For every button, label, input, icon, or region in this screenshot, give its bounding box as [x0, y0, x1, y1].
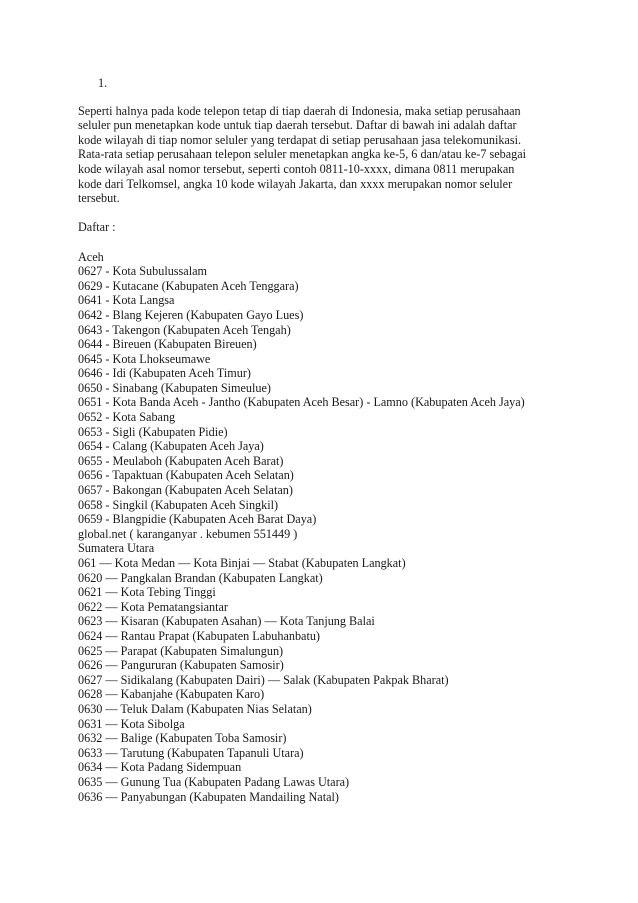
list-item: 0657 - Bakongan (Kabupaten Aceh Selatan): [78, 483, 293, 498]
list-item: 0659 - Blangpidie (Kabupaten Aceh Barat Daya): [78, 512, 317, 527]
list-item: 0652 - Kota Sabang: [78, 410, 176, 425]
intro-line: Rata-rata setiap perusahaan telepon seluler menetapkan angka ke-5, 6 dan/atau ke-7 sebagai: [78, 147, 527, 162]
list-item: 0634 — Kota Padang Sidempuan: [78, 760, 242, 775]
list-number: 1.: [98, 76, 108, 90]
list-item: 0644 - Bireuen (Kabupaten Bireuen): [78, 337, 257, 352]
daftar-label: Daftar :: [78, 220, 116, 235]
intro-line: Seperti halnya pada kode telepon tetap di tiap daerah di Indonesia, maka setiap perusahaan: [78, 103, 521, 118]
list-item: 0630 — Teluk Dalam (Kabupaten Nias Selatan): [78, 701, 312, 716]
list-item: 0625 — Parapat (Kabupaten Simalungun): [78, 643, 284, 658]
list-item: 0627 - Kota Subulussalam: [78, 264, 207, 279]
list-item: 0653 - Sigli (Kabupaten Pidie): [78, 424, 228, 439]
intro-line: kode dari Telkomsel, angka 10 kode wilayah Jakarta, dan xxxx merupakan nomor seluler: [78, 176, 513, 191]
spacer: [78, 206, 578, 221]
list-item: 0628 — Kabanjahe (Kabupaten Karo): [78, 687, 265, 702]
list-item: 0636 — Panyabungan (Kabupaten Mandailing Natal): [78, 789, 339, 804]
list-item: 0646 - Idi (Kabupaten Aceh Timur): [78, 366, 251, 381]
list-item: 0643 - Takengon (Kabupaten Aceh Tengah): [78, 322, 291, 337]
intro-line: seluler pun menetapkan kode untuk tiap daerah tersebut. Daftar di bawah ini adalah daftar: [78, 118, 517, 133]
list-item: 0650 - Sinabang (Kabupaten Simeulue): [78, 380, 271, 395]
intro-line: kode wilayah asal nomor tersebut, seperti contoh 0811-10-xxxx, dimana 0811 merupakan: [78, 161, 515, 176]
list-item: 0621 — Kota Tebing Tinggi: [78, 585, 216, 600]
spacer: [78, 235, 578, 250]
list-item: 0631 — Kota Sibolga: [78, 716, 185, 731]
list-item: 0620 — Pangkalan Brandan (Kabupaten Langkat): [78, 570, 323, 585]
document-page: [78, 76, 578, 804]
area-code-list: [78, 250, 578, 805]
list-item: 0623 — Kisaran (Kabupaten Asahan) — Kota Tanjung Balai: [78, 614, 375, 629]
list-item: 0635 — Gunung Tua (Kabupaten Padang Lawas Utara): [78, 774, 350, 789]
list-item: 0641 - Kota Langsa: [78, 293, 175, 308]
intro-line: kode wilayah di tiap nomor seluler yang terdapat di setiap perusahaan jasa telekomunikasi.: [78, 132, 522, 147]
list-item: Aceh: [78, 249, 104, 264]
list-item: 0624 — Rantau Prapat (Kabupaten Labuhanbatu): [78, 628, 320, 643]
list-item: 0654 - Calang (Kabupaten Aceh Jaya): [78, 439, 264, 454]
list-item: 061 — Kota Medan — Kota Binjai — Stabat (Kabupaten Langkat): [78, 556, 406, 570]
list-item: 0655 - Meulaboh (Kabupaten Aceh Barat): [78, 453, 284, 468]
list-item: 0658 - Singkil (Kabupaten Aceh Singkil): [78, 497, 279, 512]
list-item: 0627 — Sidikalang (Kabupaten Dairi) — Salak (Kabupaten Pakpak Bharat): [78, 672, 449, 687]
list-item: 0633 — Tarutung (Kabupaten Tapanuli Utara): [78, 745, 304, 760]
list-item: 0642 - Blang Kejeren (Kabupaten Gayo Lues): [78, 307, 304, 322]
list-item: 0651 - Kota Banda Aceh - Jantho (Kabupaten Aceh Besar) - Lamno (Kabupaten Aceh Jaya): [78, 395, 525, 410]
list-item: Sumatera Utara: [78, 541, 155, 556]
list-item: global.net ( karanganyar . kebumen 551449 ): [78, 526, 298, 541]
spacer: [78, 91, 578, 104]
list-item: 0626 — Pangururan (Kabupaten Samosir): [78, 658, 284, 673]
intro-paragraph: [78, 104, 578, 206]
list-item: 0632 — Balige (Kabupaten Toba Samosir): [78, 731, 287, 746]
intro-line: tersebut.: [78, 191, 120, 206]
list-item: 0622 — Kota Pematangsiantar: [78, 599, 228, 614]
list-item: 0656 - Tapaktuan (Kabupaten Aceh Selatan): [78, 468, 294, 483]
list-item: 0645 - Kota Lhokseumawe: [78, 351, 211, 366]
list-item: 0629 - Kutacane (Kabupaten Aceh Tenggara): [78, 278, 299, 293]
